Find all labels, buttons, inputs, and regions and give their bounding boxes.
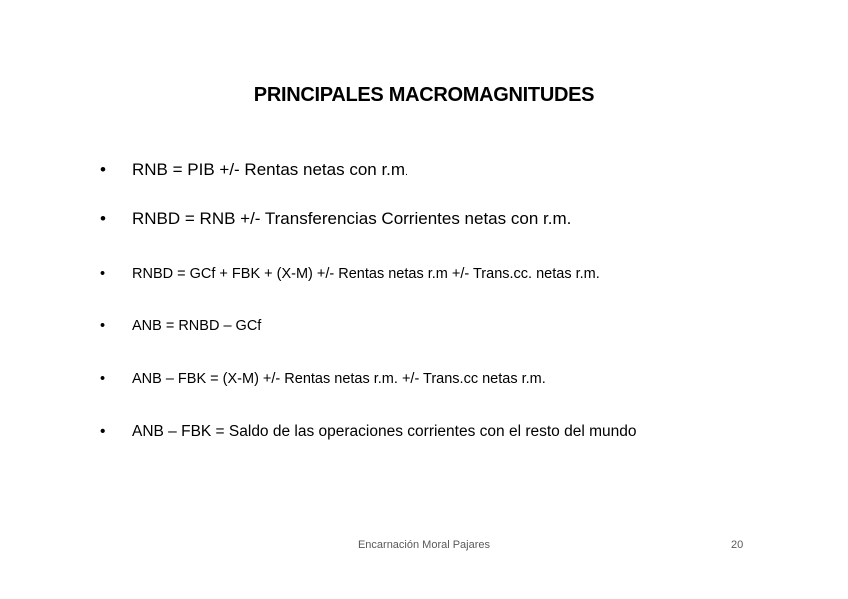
slide-title: PRINCIPALES MACROMAGNITUDES	[253, 84, 595, 106]
bullet-text	[132, 160, 408, 180]
bullet-text-main: RNB = PIB +/- Rentas netas con r.m	[132, 160, 406, 179]
bullet-text: ANB = RNBD – GCf	[132, 318, 262, 334]
bullet-icon: •	[100, 371, 106, 387]
bullet-text-suffix: .	[405, 167, 408, 178]
bullet-text: RNBD = RNB +/- Transferencias Corrientes netas con r.m.	[132, 209, 572, 228]
footer-author: Encarnación Moral Pajares	[357, 539, 491, 551]
bullet-text: ANB – FBK = (X-M) +/- Rentas netas r.m. +/- Trans.cc netas r.m.	[132, 371, 546, 387]
bullet-icon: •	[100, 266, 106, 282]
bullet-icon: •	[100, 209, 106, 228]
page-number: 20	[731, 539, 744, 551]
bullet-text: ANB – FBK = Saldo de las operaciones corrientes con el resto del mundo	[132, 423, 637, 440]
bullet-icon: •	[100, 423, 106, 440]
bullet-text: RNBD = GCf + FBK + (X-M) +/- Rentas netas r.m +/- Trans.cc. netas r.m.	[132, 266, 600, 282]
bullet-icon: •	[100, 160, 106, 179]
bullet-icon: •	[100, 318, 106, 334]
